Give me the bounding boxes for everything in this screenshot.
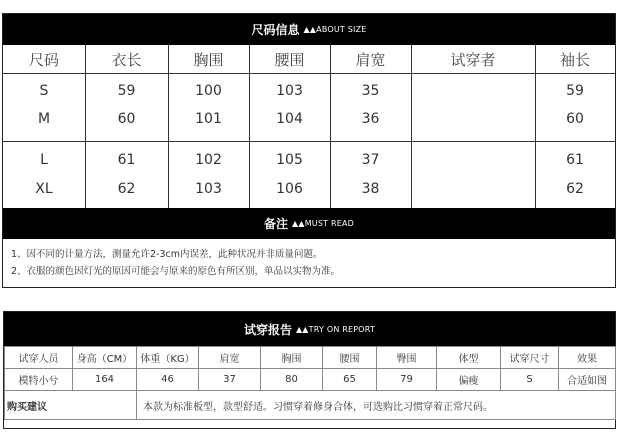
- recommend-row: [5, 391, 616, 420]
- tryon-title-bar: [4, 312, 615, 346]
- header-waist: 腰围: [274, 51, 305, 69]
- note-item: 2、衣服的颜色因灯光的原因可能会与原来的原色有所区别，单品以实物为准。: [11, 266, 341, 277]
- tryon-table: [4, 346, 616, 420]
- size-title: 尺码信息: [251, 23, 300, 37]
- size-title-bar: [3, 14, 615, 45]
- tryon-header-row: [5, 347, 616, 369]
- tryon-cell: 79: [377, 369, 437, 391]
- recommend-text: 本款为标准板型，款型舒适。习惯穿着修身合体，可选购比习惯穿着正常尺码。: [137, 391, 616, 420]
- size-table-section: [2, 13, 616, 288]
- header-chest: 胸围: [193, 51, 224, 69]
- tryon-cell: 偏瘦: [437, 369, 501, 391]
- notes-title-en: ▲▲MUST READ: [291, 219, 355, 228]
- recommend-label: 购买建议: [5, 391, 137, 420]
- tryon-header: 腰围: [323, 347, 377, 369]
- tryon-cell: 46: [137, 369, 199, 391]
- chest-cell: 101: [195, 111, 222, 127]
- sleeve-cell: 61: [566, 152, 584, 168]
- chest-cell: 100: [195, 83, 222, 99]
- header-tester: 试穿者: [450, 51, 496, 69]
- header-size: 尺码: [28, 51, 59, 69]
- size-cell: L: [40, 152, 48, 168]
- shoulder-cell: 37: [361, 152, 380, 168]
- tryon-cell: 合适如图: [559, 369, 616, 391]
- tryon-header: 肩宽: [199, 347, 261, 369]
- tryon-header: 试穿尺寸: [501, 347, 559, 369]
- size-cell: S: [39, 83, 49, 99]
- tryon-header: 体重（KG）: [137, 347, 199, 369]
- chest-cell: 102: [195, 152, 222, 168]
- shoulder-cell: 36: [361, 111, 380, 127]
- tryon-report-section: [3, 311, 616, 429]
- chest-cell: 103: [195, 181, 222, 197]
- tryon-header: 体型: [437, 347, 501, 369]
- group-divider: [3, 141, 615, 142]
- tryon-header: 胸围: [261, 347, 323, 369]
- tryon-cell: S: [501, 369, 559, 391]
- sleeve-cell: 60: [566, 111, 584, 127]
- tryon-cell: 37: [199, 369, 261, 391]
- waist-cell: 105: [276, 152, 303, 168]
- length-cell: 60: [117, 111, 136, 127]
- header-sleeve: 袖长: [559, 51, 590, 69]
- tryon-title: 试穿报告: [243, 322, 292, 337]
- waist-cell: 104: [276, 111, 303, 127]
- notes-title-bar: [3, 208, 615, 239]
- size-title-en: ▲▲ABOUT SIZE: [303, 25, 367, 34]
- tryon-cell: 80: [261, 369, 323, 391]
- length-cell: 59: [117, 83, 136, 99]
- sleeve-cell: 59: [566, 83, 584, 99]
- header-divider: [3, 73, 615, 74]
- length-cell: 62: [117, 181, 136, 197]
- tryon-cell: 模特小兮: [5, 369, 73, 391]
- size-cell: XL: [35, 181, 53, 197]
- shoulder-cell: 35: [361, 83, 380, 99]
- tryon-data-row: [5, 369, 616, 391]
- notes-title: 备注: [263, 217, 288, 231]
- waist-cell: 103: [276, 83, 303, 99]
- size-cell: M: [37, 111, 51, 127]
- tryon-title-en: ▲▲TRY ON REPORT: [295, 324, 376, 334]
- header-shoulder: 肩宽: [355, 51, 386, 69]
- tryon-header: 身高（CM）: [73, 347, 137, 369]
- note-item: 1、因不同的计量方法，测量允许2-3cm内误差，此种状况并非质量问题。: [11, 249, 323, 260]
- tryon-cell: 164: [73, 369, 137, 391]
- tryon-header: 效果: [559, 347, 616, 369]
- length-cell: 61: [117, 152, 136, 168]
- tryon-cell: 65: [323, 369, 377, 391]
- header-length: 衣长: [111, 51, 142, 69]
- shoulder-cell: 38: [361, 181, 380, 197]
- waist-cell: 106: [276, 181, 303, 197]
- tryon-header: 试穿人员: [5, 347, 73, 369]
- sleeve-cell: 62: [566, 181, 584, 197]
- tryon-header: 臀围: [377, 347, 437, 369]
